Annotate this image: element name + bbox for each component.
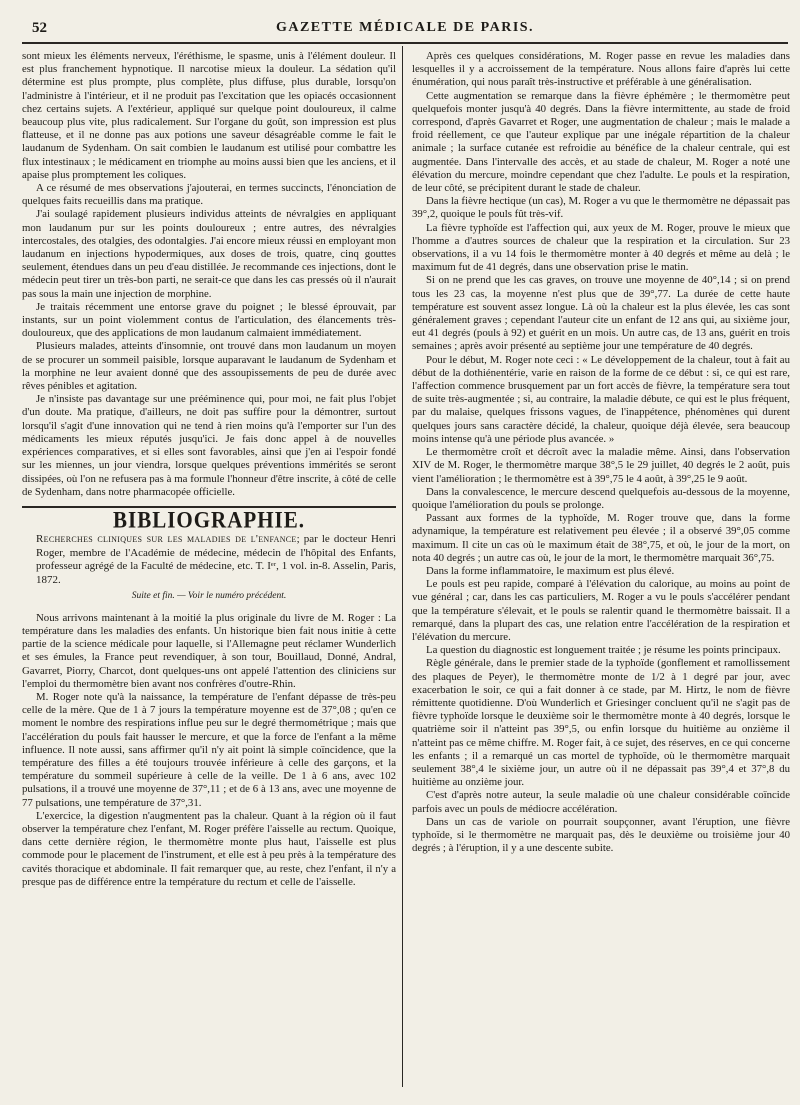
paragraph: Dans la forme inflammatoire, le maximum est plus élevé.	[426, 564, 675, 577]
page-number: 52	[32, 20, 47, 36]
column-rule	[402, 46, 403, 1087]
paragraph: Dans la fièvre hectique (un cas), M. Roger a vu que le thermomètre ne dépassait pas 39°,2, quoique le pouls fût très-vif.	[412, 195, 790, 221]
paragraph: Pour le début, M. Roger note ceci : « Le développement de la chaleur, tout à fait au début de la dothiénentérie, varie en raison de la forme de ce début : si, ce qui est rare, l'affection commence brusquement par un fort accès de fièvre, la température sera tout de suite très-augmentée ; si, au contraire, la maladie débute, ce qui est le plus fréquent, par du malaise, quelques frissons vagues, de l'inappétence, phénomènes qui durent quelques jours sans caractère décidé, la chaleur, quoique déjà élevée, sera beaucoup moins intense qu'à une période plus avancée. »	[412, 353, 790, 445]
paragraph: M. Roger note qu'à la naissance, la température de l'enfant dépasse de très-peu celle de la mère. Que de 1 à 7 jours la température moyenne est de 37°,08 ; qu'en ce moment le nombre des respirations influe peu sur le degré thermométrique ; mais que l'accélération du pouls fait hausser le mercure, et que la force de l'enfant a la même influence. Il note aussi, sans affirmer qu'il n'y ait point là simple coïncidence, que la température des filles a été toujours trouvée inférieure à celle des garçons, et la température du sommeil supérieure à celle de la veille. De 1 à 6 ans, avec 102 pulsations, il a trouvé une moyenne de 37°,11 ; et de 6 à 13 ans, avec une moyenne de 77 pulsations, une température de 37°,31.	[22, 690, 396, 809]
page-header	[22, 14, 788, 44]
paragraph: Le thermomètre croît et décroît avec la maladie même. Ainsi, dans l'observation XIV de M. Roger, le thermomètre marque 38°,5 le 29 juillet, 40 degrés le 2 août, puis vient l'amélioration ; le thermomètre est à 39°,75 le 4 août, à 39°,25 le 9 août.	[412, 446, 790, 485]
paragraph: C'est d'après notre auteur, la seule maladie où une chaleur considérable coïncide parfois avec un pouls de médiocre accélération.	[412, 789, 790, 815]
paragraph: Cette augmentation se remarque dans la fièvre éphémère ; le thermomètre peut quelquefois monter jusqu'à 40 degrés. Dans la fièvre intermittente, au stade de froid correspond, d'après Gavarret et Roger, une augmentation de chaleur ; mais le malade a froid réellement, ce que l'auteur explique par une inégale répartition de la chaleur animale ; la surface cutanée est refroidie au bénéfice de la chaleur centrale, qui est augmentée. Dans l'intervalle des accès, et au stade de chaleur, M. Roger a noté une élévation du mercure, moindre cependant que chez l'adulte. Le pouls et la respiration, de leur côté, se précipitent durant le stade de chaleur.	[412, 89, 790, 195]
section-title: BIBLIOGRAPHIE.	[113, 506, 305, 534]
paragraph: Je traitais récemment une entorse grave du poignet ; le blessé éprouvait, par instants, sur un point violemment contus de l'articulation, des élancements très-douloureux, que des applications de mon laudanum calmaient immédiatement.	[22, 300, 396, 340]
paragraph: Nous arrivons maintenant à la moitié la plus originale du livre de M. Roger : La température dans les maladies des enfants. Un historique bien fait nous initie à cette partie de la science médicale pour laquelle, si l'Allemagne peut réclamer Wunderlich et ses émules, la France peut revendiquer, à son tour, Bouillaud, Donné, Andral, Gavarret, Piorry, Charcot, dont quelques-uns ont appelé l'attention des cliniciens sur l'emploi du thermomètre bien avant nos confrères d'outre-Rhin.	[22, 611, 396, 690]
paragraph: La fièvre typhoïde est l'affection qui, aux yeux de M. Roger, prouve le mieux que l'homme a d'autres sources de chaleur que la respiration et la circulation. Sur 23 observations, il a vu 14 fois le thermomètre monter à 40 degrés et même au delà ; le maximum fut de 41 degrés, dans une observation prise le matin.	[412, 221, 790, 274]
paragraph: L'exercice, la digestion n'augmentent pas la chaleur. Quant à la région où il faut observer la température chez l'enfant, M. Roger préfère l'aisselle au rectum. Quoique, dans cette dernière région, le thermomètre monte plus haut, l'aisselle est plus commode pour le placement de l'instrument, et elle est à peu près à la température des cavités thoracique et abdominale. Il fait remarquer que, au reste, chez l'enfant, il n'y a presque pas de différence entre la température du rectum et celle de l'aisselle.	[22, 809, 396, 888]
paragraph: Si on ne prend que les cas graves, on trouve une moyenne de 40°,14 ; si on prend tous les 23 cas, la moyenne n'est plus que de 39°,77. La durée de cette haute température est souvent assez longue. Là où la chaleur est la plus élevée, les cas sont généralement graves ; cependant l'auteur cite un enfant de 12 ans qui, au sixième jour, eut 41 degrés (pouls à 92) et guérit en un mois. Un autre cas, de 13 ans, guérit en trois semaines ; après avoir présenté au septième jour une température de 40 degrés.	[412, 274, 790, 353]
reference-title: Recherches cliniques sur les maladies de l'enfance	[36, 533, 297, 546]
paragraph: A ce résumé de mes observations j'ajouterai, en termes succincts, l'énonciation de quelques faits recueillis dans ma pratique.	[22, 182, 396, 208]
paragraph: Dans la convalescence, le mercure descend quelquefois au-dessous de la moyenne, quoique l'amélioration du pouls se prolonge.	[412, 485, 790, 511]
journal-title: GAZETTE MÉDICALE DE PARIS.	[275, 20, 535, 35]
paragraph: J'ai soulagé rapidement plusieurs individus atteints de névralgies en appliquant mon laudanum pur sur les points douloureux ; entre autres, des névralgies intercostales, des otalgies, des odontalgies. J'ai encore mieux réussi en employant mon laudanum en injections hypodermiques, aux doses de trois, quatre, cinq gouttes seulement, étendues dans un peu d'eau distillée. Je recommande ces injections, dont le médecin peut tirer un très-bon parti, ne serait-ce que dans les cas pressés où il n'aurait pas sous la main une injection de morphine.	[22, 208, 396, 300]
paragraph: Règle générale, dans le premier stade de la typhoïde (gonflement et ramollissement des plaques de Peyer), le thermomètre monte de 1/2 à 1 degré par jour, avec exacerbation le soir, ce qui a fait donner à ce stade, par M. Hirtz, le nom de fièvre rémittente quotidienne. D'où Wunderlich et Griesinger concluent qu'il ne s'agit pas de fièvre typhoïde lorsque le deuxième soir le thermomètre monte à 40 degrés, lorsque le quatrième soir il n'atteint pas 39°,5, ou enfin lorsque du huitième au onzième il n'atteint pas ce même chiffre. M. Roger fait, à ce sujet, des réserves, en ce qui concerne les enfants ; il a remarqué un cas mortel de typhoïde, où le thermomètre marquait seulement 38°,4 le sixième jour, un autre où il ne dépassait pas 39°,4 et 37°,8 du huitième au onzième jour.	[412, 657, 790, 789]
paragraph: Après ces quelques considérations, M. Roger passe en revue les maladies dans lesquelles il y a accroissement de la température. Nous allons faire d'après lui cette énumération, qui nous paraît très-instructive et préférable à une généralisation.	[412, 50, 790, 89]
reference-details: ; par le docteur Henri Roger, membre de l'Académie de médecine, médecin de l'hôpital des Enfants, professeur agrégé de la Faculté de médecine, etc. T. Iᵉʳ, 1 vol. in-8. Asselin, Paris, 1872.	[36, 533, 396, 586]
continuation-note: Suite et fin. — Voir le numéro précédent.	[131, 591, 287, 602]
paragraph: sont mieux les éléments nerveux, l'éréthisme, le spasme, unis à l'élément douleur. Il est plus franchement hypnotique. Il narcotise mieux la douleur. La sédation qu'il détermine est plus prompte, plus complète, plus diffuse, plus durable, lorsqu'on l'administre à l'intérieur, et il ne produit pas l'excitation que les opiacés occasionnent chez certains sujets. A l'extérieur, appliqué sur quelque point douloureux, il calme beaucoup plus vite, plus radicalement. Sur l'organe du goût, son impression est plus flatteuse, et il ne donne pas aux potions une saveur désagréable comme le fait le laudanum de Sydenham. On sait combien le laudanum est utilisé pour combattre les flux intestinaux ; le médicament en triomphe au moins aussi bien que les anciens, et il apaise plus promptement les coliques.	[22, 50, 396, 181]
paragraph: Plusieurs malades, atteints d'insomnie, ont trouvé dans mon laudanum un moyen de se procurer un sommeil paisible, lorsque auparavant le laudanum de Sydenham et la morphine ne leur avaient donné que des assoupissements de peu de durée avec rêves pénibles et agitation.	[22, 340, 396, 393]
left-column	[22, 50, 396, 1089]
bibliographic-reference	[22, 533, 396, 587]
right-column	[412, 50, 790, 1089]
paragraph: La question du diagnostic est longuement traitée ; je résume les points principaux.	[426, 644, 781, 657]
paragraph: Passant aux formes de la typhoïde, M. Roger trouve que, dans la forme adynamique, la température est relativement peu élevée ; il a observé 39°,05 comme maximum. Il cite un cas où le maximum était de 38°,75, et où, le jour de la mort, on nota 40 degrés ; un autre cas où, le jour de la mort, le thermomètre marquait 36°,75.	[412, 512, 790, 564]
paragraph: Le pouls est peu rapide, comparé à l'élévation du calorique, au moins au point de vue général ; car, dans les cas particuliers, M. Roger a vu le pouls s'accélérer pendant que la température s'élevait, et le pouls se ralentir quand le thermomètre baissait. Il a remarqué, dans la plupart des cas, une relation entre l'accélération de la respiration et l'élévation du mercure.	[412, 578, 790, 643]
paragraph: Je n'insiste pas davantage sur une prééminence qui, pour moi, ne fait plus l'objet d'un doute. Ma pratique, d'ailleurs, ne doit pas suffire pour la démontrer, surtout lorsqu'il s'agit d'une innovation qui ne tend à rien moins qu'à l'emporter sur l'un des médicaments les mieux réputés jusqu'ici. Je fais donc appel à de nouvelles expériences comparatives, et si elles sont favorables, ainsi que j'en ai l'espoir fondé sur les miennes, un jour viendra, lorsque quelques préventions immérités se seront dissipées, où l'on ne refusera pas à ma formule l'honneur d'être inscrite, à côté de celle de Sydenham, dans notre pharmacopée officielle.	[22, 393, 396, 498]
paragraph: Dans un cas de variole on pourrait soupçonner, avant l'éruption, une fièvre typhoïde, si le thermomètre ne marquait pas, dès le deuxième ou troisième jour 40 degrés ; à l'éruption, il y a une descente subite.	[412, 815, 790, 855]
